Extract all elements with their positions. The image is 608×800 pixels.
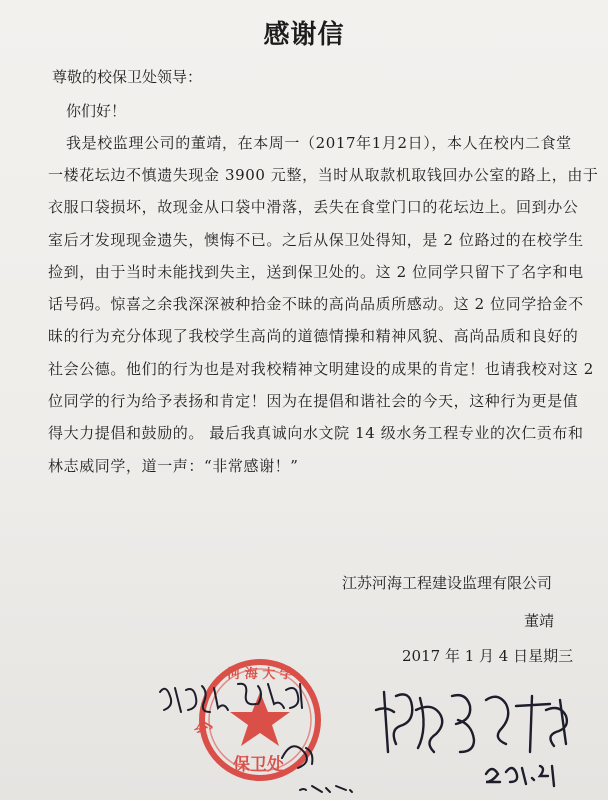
body-line: 得大力提倡和鼓励的。 最后我真诚向水文院 14 级水务工程专业的次仁贡布和 bbox=[48, 424, 584, 442]
letter-title: 感谢信 bbox=[263, 20, 345, 50]
svg-text:河: 河 bbox=[192, 716, 217, 740]
body-line: 社会公德。他们的行为也是对我校精神文明建设的成果的肯定！也请我校对这 2 bbox=[48, 360, 594, 378]
body-line: 位同学的行为给予表扬和肯定！因为在提倡和谐社会的今天，这种行为更是值 bbox=[48, 392, 579, 410]
body-line: 捡到，由于当时未能找到失主，送到保卫处的。这 2 位同学只留下了名字和电 bbox=[48, 263, 584, 281]
body-line: 室后才发现现金遗失，懊悔不已。之后从保卫处得知，是 2 位路过的在校学生 bbox=[48, 231, 584, 249]
salutation: 尊敬的校保卫处领导： bbox=[52, 68, 203, 86]
red-seal-stamp bbox=[192, 662, 318, 778]
body-line: 林志威同学，道一声：“非常感谢！” bbox=[48, 457, 299, 475]
svg-text:保卫处: 保卫处 bbox=[233, 755, 284, 775]
body-line: 话号码。惊喜之余我深深被种拾金不昧的高尚品质所感动。这 2 位同学拾金不 bbox=[48, 295, 584, 313]
signer-name: 董靖 bbox=[524, 612, 555, 630]
handwritten-signature-right bbox=[376, 692, 567, 786]
body-line: 一楼花坛边不慎遗失现金 3900 元整，当时从取款机取钱回办公室的路上，由于 bbox=[48, 166, 599, 184]
greeting: 你们好！ bbox=[66, 102, 127, 120]
company-name: 江苏河海工程建设监理有限公司 bbox=[342, 574, 553, 592]
handwriting-and-stamp bbox=[0, 640, 608, 800]
letter-date: 2017 年 1 月 4 日星期三 bbox=[402, 647, 574, 665]
body-line: 昧的行为充分体现了我校学生高尚的道德情操和精神风貌、高尚品质和良好的 bbox=[48, 327, 579, 345]
svg-text:河 海 大 学: 河 海 大 学 bbox=[227, 667, 293, 682]
body-line: 衣服口袋损坏，故现金从口袋中滑落，丢失在食堂门口的花坛边上。回到办公 bbox=[48, 198, 579, 216]
body-line: 我是校监理公司的董靖，在本周一（2017年1月2日），本人在校内二食堂 bbox=[66, 134, 572, 152]
